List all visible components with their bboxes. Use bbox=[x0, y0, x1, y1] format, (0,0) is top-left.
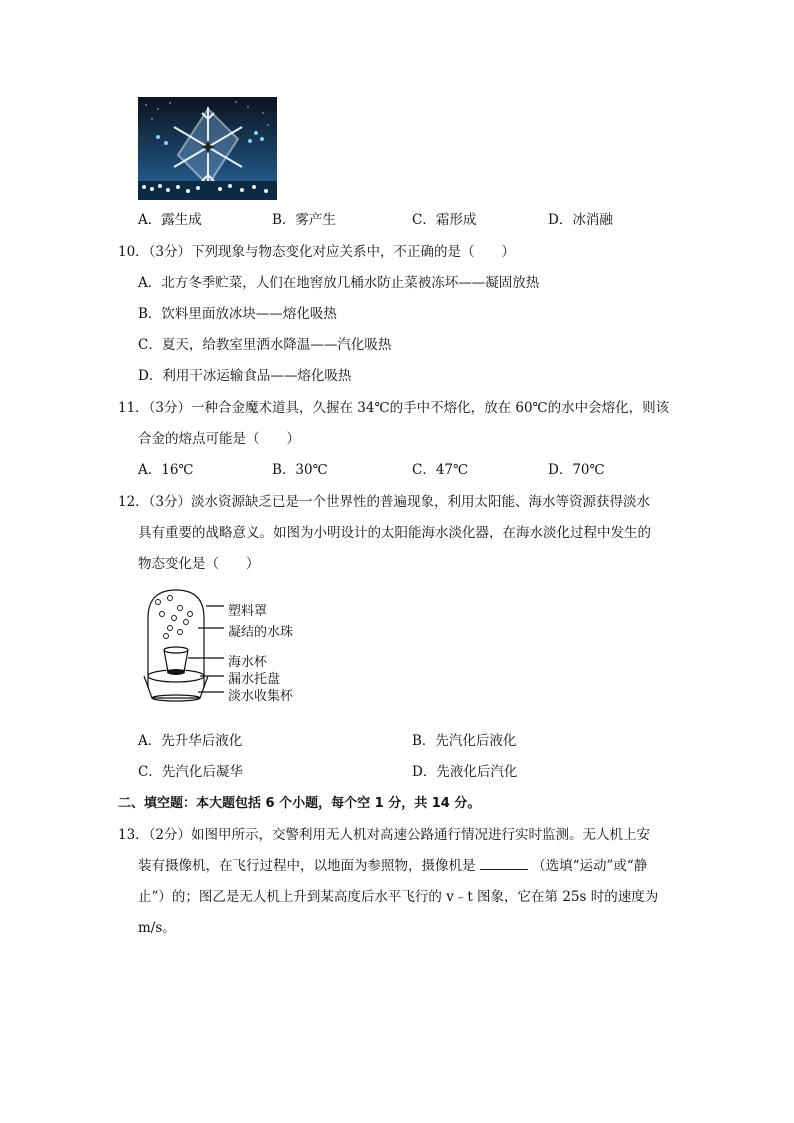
q11-option-c[interactable]: C．47℃ bbox=[412, 462, 469, 478]
snowflake-image bbox=[138, 97, 277, 200]
q12-stem-line1: 12．（3分）淡水资源缺乏已是一个世界性的普遍现象，利用太阳能、海水等资源获得淡水 bbox=[118, 494, 651, 510]
q10-option-c[interactable]: C．夏天，给教室里洒水降温——汽化吸热 bbox=[138, 337, 392, 353]
q9-option-d[interactable]: D．冰消融 bbox=[548, 212, 613, 228]
q10-option-d[interactable]: D．利用干冰运输食品——熔化吸热 bbox=[138, 368, 352, 384]
section-2-title: 二、填空题：本大题包括 6 个小题，每个空 1 分，共 14 分。 bbox=[118, 796, 481, 811]
q9-option-c[interactable]: C．霜形成 bbox=[412, 212, 477, 228]
q10-option-a[interactable]: A．北方冬季贮菜，人们在地窖放几桶水防止菜被冻坏——凝固放热 bbox=[138, 275, 540, 291]
q13-line2-text-a: 装有摄像机，在飞行过程中，以地面为参照物，摄像机是 bbox=[138, 858, 476, 874]
q13-line2 bbox=[138, 854, 647, 874]
q12-option-a[interactable]: A．先升华后液化 bbox=[138, 733, 243, 749]
q12-option-d[interactable]: D．先液化后汽化 bbox=[412, 764, 518, 780]
q9-option-a[interactable]: A．露生成 bbox=[138, 212, 202, 228]
snowflake-stage-photo bbox=[138, 97, 277, 200]
q13-line1: 13．（2分）如图甲所示，交警利用无人机对高速公路通行情况进行实时监测。无人机上安 bbox=[118, 827, 651, 843]
q12-option-b[interactable]: B．先汽化后液化 bbox=[412, 733, 517, 749]
label-seawater-cup: 海水杯 bbox=[228, 655, 268, 670]
q11-stem-line1: 11．（3分）一种合金魔术道具，久握在 34℃的手中不熔化，放在 60℃的水中会熔化，则该 bbox=[118, 400, 670, 416]
q13-line3: 止”）的；图乙是无人机上升到某高度后水平飞行的 v﹣t 图象，它在第 25s 时的速度为 bbox=[138, 889, 659, 905]
q13-answer-blank[interactable] bbox=[480, 857, 528, 870]
q13-line4: m/s。 bbox=[138, 920, 176, 936]
q11-stem-line2: 合金的熔点可能是（ ） bbox=[138, 431, 300, 447]
q12-stem-line3: 物态变化是（ ） bbox=[138, 556, 260, 572]
q10-option-b[interactable]: B．饮料里面放冰块——熔化吸热 bbox=[138, 306, 337, 322]
label-drain-tray: 漏水托盘 bbox=[228, 672, 281, 687]
q12-stem-line2: 具有重要的战略意义。如图为小明设计的太阳能海水淡化器，在海水淡化过程中发生的 bbox=[138, 525, 651, 541]
q13-line2-text-b: （选填“运动”或“静 bbox=[532, 858, 648, 874]
q11-option-d[interactable]: D．70℃ bbox=[548, 462, 605, 478]
q12-option-c[interactable]: C．先汽化后凝华 bbox=[138, 764, 243, 780]
solar-desalinator-diagram bbox=[140, 588, 320, 708]
q9-option-b[interactable]: B．雾产生 bbox=[272, 212, 336, 228]
label-plastic-cover: 塑料罩 bbox=[228, 604, 268, 619]
q10-stem: 10．（3分）下列现象与物态变化对应关系中，不正确的是（ ） bbox=[118, 244, 516, 260]
q11-option-b[interactable]: B．30℃ bbox=[272, 462, 328, 478]
q11-option-a[interactable]: A．16℃ bbox=[138, 462, 194, 478]
label-freshwater-cup: 淡水收集杯 bbox=[228, 689, 294, 704]
label-condensed-droplets: 凝结的水珠 bbox=[228, 625, 294, 640]
